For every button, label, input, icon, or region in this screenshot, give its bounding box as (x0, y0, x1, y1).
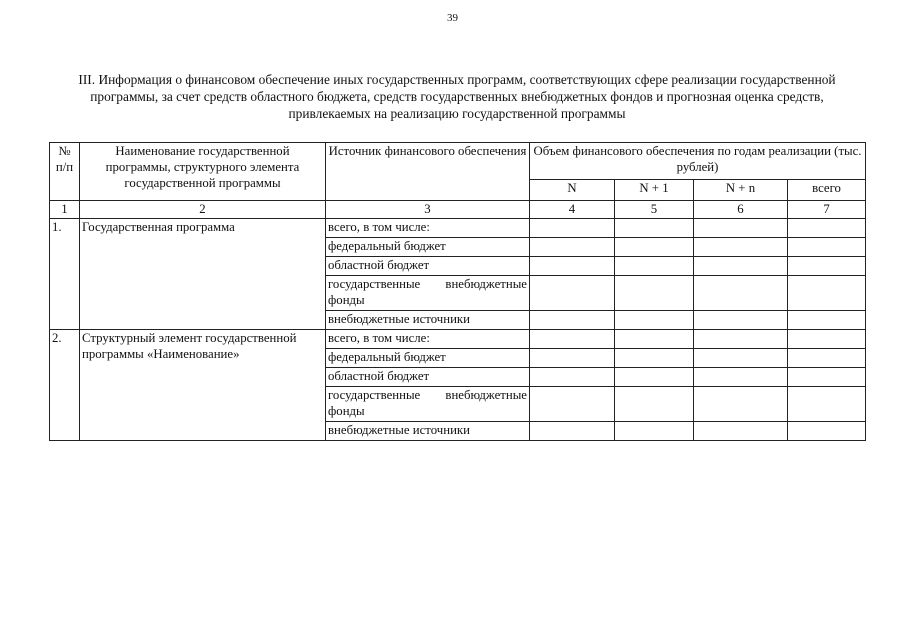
value-cell (788, 257, 866, 276)
column-number: 5 (615, 201, 694, 219)
value-cell (788, 219, 866, 238)
table-row (50, 219, 866, 238)
value-cell (788, 387, 866, 422)
header-total: всего (788, 180, 866, 201)
header-name: Наименование государственной программы, структурного элемента государственной программы (80, 143, 326, 201)
row-number: 2. (50, 330, 80, 441)
value-cell (615, 349, 694, 368)
source-cell: всего, в том числе: (326, 219, 530, 238)
value-cell (530, 311, 615, 330)
source-cell: федеральный бюджет (326, 349, 530, 368)
value-cell (694, 238, 788, 257)
value-cell (694, 368, 788, 387)
source-cell: областной бюджет (326, 368, 530, 387)
value-cell (788, 330, 866, 349)
source-cell: федеральный бюджет (326, 238, 530, 257)
source-cell: внебюджетные источники (326, 422, 530, 441)
value-cell (530, 349, 615, 368)
table-row (50, 330, 866, 349)
table-header-row (50, 143, 866, 180)
value-cell (615, 368, 694, 387)
value-cell (694, 257, 788, 276)
value-cell (530, 422, 615, 441)
value-cell (694, 330, 788, 349)
value-cell (530, 368, 615, 387)
value-cell (788, 422, 866, 441)
header-year-nn: N + n (694, 180, 788, 201)
header-year-n1: N + 1 (615, 180, 694, 201)
column-number: 3 (326, 201, 530, 219)
source-cell: внебюджетные источники (326, 311, 530, 330)
column-number: 7 (788, 201, 866, 219)
row-name: Государственная программа (80, 219, 326, 330)
value-cell (788, 276, 866, 311)
value-cell (530, 276, 615, 311)
value-cell (694, 387, 788, 422)
value-cell (615, 276, 694, 311)
value-cell (615, 219, 694, 238)
column-number: 2 (80, 201, 326, 219)
header-volume: Объем финансового обеспечения по годам реализации (тыс. рублей) (530, 143, 866, 180)
value-cell (788, 311, 866, 330)
column-number: 6 (694, 201, 788, 219)
column-number: 1 (50, 201, 80, 219)
source-cell: всего, в том числе: (326, 330, 530, 349)
column-number: 4 (530, 201, 615, 219)
value-cell (615, 257, 694, 276)
row-name: Структурный элемент государственной программы «Наименование» (80, 330, 326, 441)
source-cell: государственные внебюджетные фонды (326, 387, 530, 422)
value-cell (694, 311, 788, 330)
value-cell (530, 219, 615, 238)
value-cell (615, 422, 694, 441)
value-cell (615, 311, 694, 330)
value-cell (788, 349, 866, 368)
value-cell (615, 387, 694, 422)
section-heading: III. Информация о финансовом обеспечение иных государственных программ, соответствующих сфере реализации государственной программы, за счет средств областного бюджета, средств государственных внебюджетных фондов и прогнозная оценка средств, привлекаемых на реализацию государственной программы (78, 72, 836, 121)
source-cell: областной бюджет (326, 257, 530, 276)
source-cell: государственные внебюджетные фонды (326, 276, 530, 311)
value-cell (694, 219, 788, 238)
value-cell (788, 368, 866, 387)
value-cell (530, 330, 615, 349)
header-source: Источник финансового обеспечения (326, 143, 530, 201)
value-cell (694, 349, 788, 368)
value-cell (615, 238, 694, 257)
value-cell (615, 330, 694, 349)
header-year-n: N (530, 180, 615, 201)
value-cell (530, 257, 615, 276)
financing-table (49, 142, 866, 441)
value-cell (530, 238, 615, 257)
column-number-row (50, 201, 866, 219)
value-cell (694, 276, 788, 311)
value-cell (694, 422, 788, 441)
page-number: 39 (447, 12, 458, 24)
row-number: 1. (50, 219, 80, 330)
value-cell (530, 387, 615, 422)
header-num: № п/п (50, 143, 80, 201)
value-cell (788, 238, 866, 257)
